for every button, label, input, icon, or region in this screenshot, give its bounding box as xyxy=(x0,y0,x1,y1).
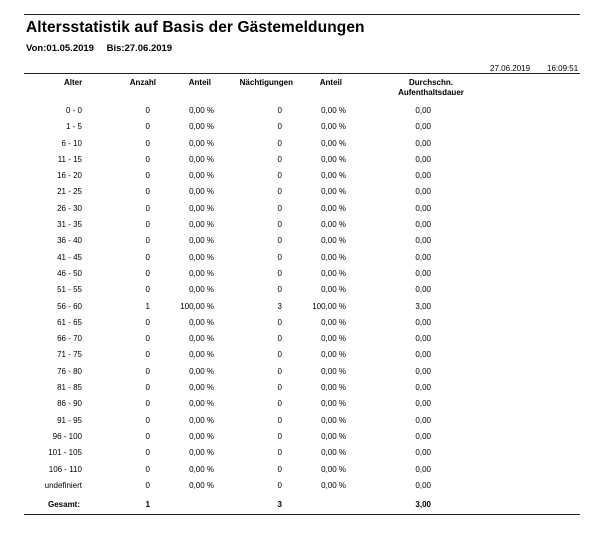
cell-anzahl: 0 xyxy=(145,171,150,181)
cell-alter: 41 - 45 xyxy=(57,252,82,262)
cell-anteil: 100,00 % xyxy=(180,301,214,311)
cell-anzahl: 0 xyxy=(145,220,150,230)
table-row xyxy=(0,302,605,318)
cell-anzahl: 0 xyxy=(145,448,150,458)
bis-value: 27.06.2019 xyxy=(124,43,173,54)
cell-naechtigungen: 0 xyxy=(277,383,282,393)
table-row xyxy=(0,122,605,138)
total-anzahl: 1 xyxy=(145,500,150,509)
cell-anteil-naechtigungen: 0,00 % xyxy=(321,366,346,376)
cell-anteil-naechtigungen: 0,00 % xyxy=(321,480,346,490)
cell-naechtigungen: 0 xyxy=(277,236,282,246)
cell-aufenthaltsdauer: 0,00 xyxy=(415,383,431,393)
cell-naechtigungen: 0 xyxy=(277,154,282,164)
cell-anzahl: 0 xyxy=(145,236,150,246)
report-title: Altersstatistik auf Basis der Gästemeldungen xyxy=(26,19,365,36)
bis-label: Bis: xyxy=(106,43,125,54)
cell-naechtigungen: 0 xyxy=(277,334,282,344)
table-row xyxy=(0,220,605,236)
cell-naechtigungen: 0 xyxy=(277,480,282,490)
cell-naechtigungen: 0 xyxy=(277,285,282,295)
cell-alter: 51 - 55 xyxy=(57,285,82,295)
table-row xyxy=(0,253,605,269)
print-time: 16:09:51 xyxy=(547,64,579,73)
cell-aufenthaltsdauer: 0,00 xyxy=(415,252,431,262)
cell-anteil-naechtigungen: 0,00 % xyxy=(321,350,346,360)
cell-alter: 56 - 60 xyxy=(57,301,82,311)
cell-naechtigungen: 0 xyxy=(277,350,282,360)
cell-anteil-naechtigungen: 0,00 % xyxy=(321,399,346,409)
cell-naechtigungen: 0 xyxy=(277,415,282,425)
cell-naechtigungen: 0 xyxy=(277,122,282,132)
cell-anteil: 0,00 % xyxy=(189,122,214,132)
cell-anteil-naechtigungen: 0,00 % xyxy=(321,317,346,327)
cell-anteil: 0,00 % xyxy=(189,252,214,262)
cell-anteil: 0,00 % xyxy=(189,399,214,409)
cell-anteil-naechtigungen: 0,00 % xyxy=(321,415,346,425)
cell-anzahl: 0 xyxy=(145,268,150,278)
cell-alter: 96 - 100 xyxy=(52,431,82,441)
table-row xyxy=(0,383,605,399)
cell-aufenthaltsdauer: 0,00 xyxy=(415,171,431,181)
total-row xyxy=(0,500,605,512)
cell-alter: 36 - 40 xyxy=(57,236,82,246)
cell-anteil-naechtigungen: 0,00 % xyxy=(321,106,346,115)
cell-aufenthaltsdauer: 0,00 xyxy=(415,187,431,197)
von-value: 01.05.2019 xyxy=(46,43,94,54)
table-row xyxy=(0,187,605,203)
cell-anzahl: 0 xyxy=(145,122,150,132)
col-header-anteil: Anteil xyxy=(188,78,211,87)
cell-anteil: 0,00 % xyxy=(189,171,214,181)
table-row xyxy=(0,481,605,497)
cell-alter: 16 - 20 xyxy=(57,171,82,181)
cell-anteil-naechtigungen: 0,00 % xyxy=(321,220,346,230)
cell-anteil: 0,00 % xyxy=(189,187,214,197)
col-header-aufenthaltsdauer xyxy=(365,78,497,98)
cell-anzahl: 0 xyxy=(145,383,150,393)
cell-anzahl: 0 xyxy=(145,138,150,148)
cell-aufenthaltsdauer: 0,00 xyxy=(415,317,431,327)
cell-naechtigungen: 0 xyxy=(277,366,282,376)
table-row xyxy=(0,171,605,187)
cell-anteil-naechtigungen: 0,00 % xyxy=(321,285,346,295)
cell-anteil: 0,00 % xyxy=(189,383,214,393)
cell-aufenthaltsdauer: 0,00 xyxy=(415,415,431,425)
cell-anzahl: 0 xyxy=(145,106,150,115)
cell-anteil: 0,00 % xyxy=(189,154,214,164)
cell-naechtigungen: 0 xyxy=(277,268,282,278)
cell-alter: 31 - 35 xyxy=(57,220,82,230)
cell-anteil: 0,00 % xyxy=(189,464,214,474)
cell-alter: 66 - 70 xyxy=(57,334,82,344)
cell-anteil-naechtigungen: 0,00 % xyxy=(321,268,346,278)
col-header-alter: Alter xyxy=(64,78,83,87)
cell-anzahl: 0 xyxy=(145,366,150,376)
col-header-naechtigungen: Nächtigungen xyxy=(239,78,293,87)
cell-anteil-naechtigungen: 0,00 % xyxy=(321,154,346,164)
cell-anteil-naechtigungen: 0,00 % xyxy=(321,464,346,474)
cell-anteil: 0,00 % xyxy=(189,448,214,458)
print-date: 27.06.2019 xyxy=(490,64,531,73)
table-row xyxy=(0,318,605,334)
cell-alter: 26 - 30 xyxy=(57,203,82,213)
cell-anteil: 0,00 % xyxy=(189,334,214,344)
cell-anteil: 0,00 % xyxy=(189,285,214,295)
cell-anteil-naechtigungen: 0,00 % xyxy=(321,138,346,148)
table-row xyxy=(0,204,605,220)
cell-naechtigungen: 0 xyxy=(277,187,282,197)
cell-aufenthaltsdauer: 0,00 xyxy=(415,431,431,441)
cell-alter: 61 - 65 xyxy=(57,317,82,327)
cell-aufenthaltsdauer: 0,00 xyxy=(415,366,431,376)
cell-anzahl: 0 xyxy=(145,415,150,425)
cell-anteil-naechtigungen: 0,00 % xyxy=(321,171,346,181)
cell-aufenthaltsdauer: 0,00 xyxy=(415,285,431,295)
cell-alter: 1 - 5 xyxy=(65,122,82,132)
table-row xyxy=(0,350,605,366)
cell-anzahl: 0 xyxy=(145,187,150,197)
cell-anzahl: 0 xyxy=(145,317,150,327)
cell-naechtigungen: 3 xyxy=(277,301,282,311)
cell-anzahl: 0 xyxy=(145,480,150,490)
cell-anteil-naechtigungen: 0,00 % xyxy=(321,334,346,344)
cell-alter: 81 - 85 xyxy=(57,383,82,393)
col-header-anzahl: Anzahl xyxy=(129,78,156,87)
cell-anzahl: 0 xyxy=(145,154,150,164)
cell-anteil: 0,00 % xyxy=(189,138,214,148)
cell-alter: 6 - 10 xyxy=(61,138,82,148)
cell-aufenthaltsdauer: 0,00 xyxy=(415,268,431,278)
von-label: Von: xyxy=(26,43,47,54)
cell-naechtigungen: 0 xyxy=(277,106,282,115)
cell-anteil: 0,00 % xyxy=(189,203,214,213)
cell-anzahl: 0 xyxy=(145,464,150,474)
cell-aufenthaltsdauer: 0,00 xyxy=(415,154,431,164)
cell-anteil: 0,00 % xyxy=(189,415,214,425)
cell-naechtigungen: 0 xyxy=(277,431,282,441)
cell-anzahl: 0 xyxy=(145,334,150,344)
cell-aufenthaltsdauer: 0,00 xyxy=(415,122,431,132)
cell-naechtigungen: 0 xyxy=(277,203,282,213)
cell-anteil-naechtigungen: 0,00 % xyxy=(321,187,346,197)
cell-anteil: 0,00 % xyxy=(189,220,214,230)
cell-anteil: 0,00 % xyxy=(189,480,214,490)
cell-anteil: 0,00 % xyxy=(189,236,214,246)
cell-anteil: 0,00 % xyxy=(189,106,214,115)
col-header-dauer-line1: Durchschn. xyxy=(408,78,453,87)
cell-anzahl: 0 xyxy=(145,399,150,409)
cell-alter: 86 - 90 xyxy=(57,399,82,409)
total-label: Gesamt: xyxy=(48,500,81,509)
cell-aufenthaltsdauer: 0,00 xyxy=(415,334,431,344)
cell-anteil-naechtigungen: 0,00 % xyxy=(321,203,346,213)
cell-anzahl: 0 xyxy=(145,203,150,213)
col-header-anteil-naechtigungen: Anteil xyxy=(319,78,342,87)
cell-aufenthaltsdauer: 0,00 xyxy=(415,220,431,230)
total-dauer: 3,00 xyxy=(415,500,431,509)
table-row xyxy=(0,106,605,122)
cell-aufenthaltsdauer: 3,00 xyxy=(415,301,431,311)
cell-alter: 11 - 15 xyxy=(57,154,82,164)
cell-naechtigungen: 0 xyxy=(277,171,282,181)
table-row xyxy=(0,432,605,448)
cell-anzahl: 0 xyxy=(145,350,150,360)
bottom-divider xyxy=(24,514,580,515)
table-row xyxy=(0,269,605,285)
cell-anzahl: 0 xyxy=(145,252,150,262)
cell-anteil-naechtigungen: 100,00 % xyxy=(312,301,346,311)
header-divider xyxy=(24,73,580,74)
cell-aufenthaltsdauer: 0,00 xyxy=(415,464,431,474)
cell-naechtigungen: 0 xyxy=(277,448,282,458)
cell-anteil: 0,00 % xyxy=(189,268,214,278)
total-naechtigungen: 3 xyxy=(277,500,282,509)
cell-anteil: 0,00 % xyxy=(189,317,214,327)
table-row xyxy=(0,139,605,155)
table-row xyxy=(0,416,605,432)
cell-aufenthaltsdauer: 0,00 xyxy=(415,480,431,490)
cell-alter: undefiniert xyxy=(44,480,82,490)
cell-anzahl: 1 xyxy=(145,301,150,311)
cell-aufenthaltsdauer: 0,00 xyxy=(415,203,431,213)
cell-anteil-naechtigungen: 0,00 % xyxy=(321,431,346,441)
cell-naechtigungen: 0 xyxy=(277,252,282,262)
table-row xyxy=(0,465,605,481)
cell-naechtigungen: 0 xyxy=(277,399,282,409)
cell-naechtigungen: 0 xyxy=(277,220,282,230)
cell-alter: 91 - 95 xyxy=(57,415,82,425)
cell-anteil: 0,00 % xyxy=(189,350,214,360)
table-row xyxy=(0,236,605,252)
col-header-dauer-line2: Aufenthaltsdauer xyxy=(398,88,464,97)
cell-naechtigungen: 0 xyxy=(277,464,282,474)
cell-aufenthaltsdauer: 0,00 xyxy=(415,399,431,409)
cell-naechtigungen: 0 xyxy=(277,138,282,148)
cell-alter: 106 - 110 xyxy=(48,464,82,474)
cell-anteil-naechtigungen: 0,00 % xyxy=(321,252,346,262)
cell-aufenthaltsdauer: 0,00 xyxy=(415,236,431,246)
cell-alter: 21 - 25 xyxy=(57,187,82,197)
table-row xyxy=(0,285,605,301)
cell-alter: 46 - 50 xyxy=(57,268,82,278)
cell-anteil: 0,00 % xyxy=(189,366,214,376)
cell-anzahl: 0 xyxy=(145,285,150,295)
cell-naechtigungen: 0 xyxy=(277,317,282,327)
table-row xyxy=(0,399,605,415)
cell-alter: 0 - 0 xyxy=(65,106,82,115)
table-body xyxy=(0,106,605,497)
cell-anteil-naechtigungen: 0,00 % xyxy=(321,383,346,393)
cell-aufenthaltsdauer: 0,00 xyxy=(415,448,431,458)
table-row xyxy=(0,155,605,171)
date-range xyxy=(26,43,172,54)
cell-anzahl: 0 xyxy=(145,431,150,441)
table-row xyxy=(0,367,605,383)
cell-anteil-naechtigungen: 0,00 % xyxy=(321,448,346,458)
table-row xyxy=(0,448,605,464)
cell-alter: 76 - 80 xyxy=(57,366,82,376)
cell-alter: 101 - 105 xyxy=(48,448,82,458)
cell-aufenthaltsdauer: 0,00 xyxy=(415,138,431,148)
cell-anteil-naechtigungen: 0,00 % xyxy=(321,236,346,246)
cell-alter: 71 - 75 xyxy=(57,350,82,360)
cell-anteil: 0,00 % xyxy=(189,431,214,441)
cell-aufenthaltsdauer: 0,00 xyxy=(415,106,431,115)
cell-aufenthaltsdauer: 0,00 xyxy=(415,350,431,360)
cell-anteil-naechtigungen: 0,00 % xyxy=(321,122,346,132)
top-divider xyxy=(24,14,580,15)
table-row xyxy=(0,334,605,350)
